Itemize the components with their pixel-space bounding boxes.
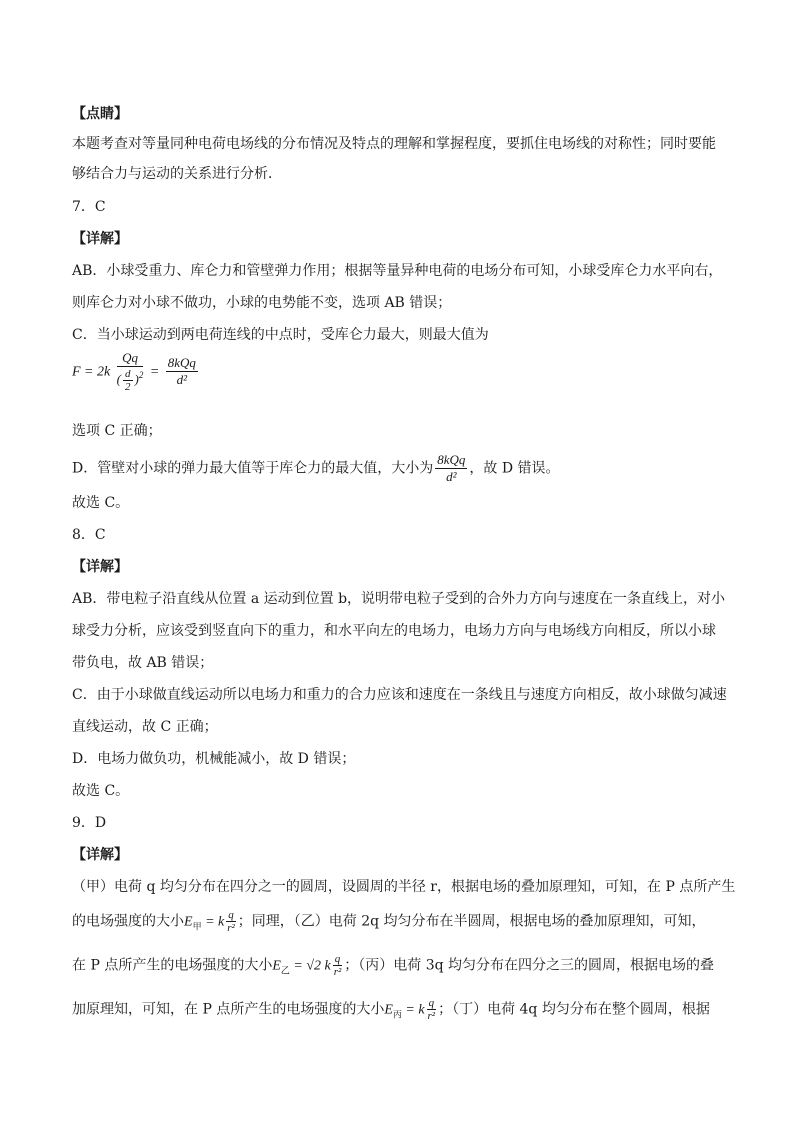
q9-line-2-pre: 的电场强度的大小 — [72, 913, 184, 930]
fraction-2-numerator: 8kQq — [167, 354, 196, 370]
q8-heading: 【详解】 — [72, 559, 128, 575]
q7-conclusion: 故选 C。 — [72, 495, 130, 511]
q9-line-3 — [72, 953, 714, 981]
formula-fraction-2 — [166, 355, 198, 388]
fraction-2-denominator: d² — [176, 371, 187, 387]
q9-line-2 — [72, 909, 706, 937]
q9-line-4-pre: 加原理知，可知，在 P 点所产生的电场强度的大小 — [72, 1001, 385, 1018]
q7-ab-line-1: AB．小球受重力、库仑力和管壁弹力作用；根据等量异种电荷的电场分布可知，小球受库仑力水平向右， — [72, 263, 723, 279]
e-yi-fraction — [333, 953, 343, 978]
q9-line-4 — [72, 997, 710, 1025]
dianjing-paragraph-line-1: 本题考查对等量同种电荷电场线的分布情况及特点的理解和掌握程度，要抓住电场线的对称性；同时要能 — [72, 136, 716, 152]
q9-line-2-post: ；同理，（乙）电荷 2q 均匀分布在半圆周，根据电场的叠加原理知，可知， — [237, 913, 706, 930]
q9-line-3-pre: 在 P 点所产生的电场强度的大小 — [72, 957, 273, 974]
e-bing-symbol: E — [384, 1002, 393, 1018]
e-bing-subscript: 丙 — [392, 1010, 402, 1021]
formula-fraction-1 — [117, 350, 144, 393]
q8-c-line-1: C．由于小球做直线运动所以电场力和重力的合力应该和速度在一条线且与速度方向相反，故小球做匀减速 — [72, 687, 727, 703]
q7-d-denominator: d² — [446, 469, 457, 484]
q7-heading: 【详解】 — [72, 231, 128, 247]
q7-d-numerator: 8kQq — [437, 452, 466, 467]
e-yi-denominator: r² — [333, 966, 342, 978]
q9-line-3-post: ；（丙）电荷 3q 均匀分布在四分之三的圆周，根据电场的叠 — [344, 957, 715, 974]
half-d-denominator: 2 — [125, 380, 131, 393]
q9-answer: 9．D — [72, 815, 107, 831]
q8-ab-line-3: 带负电，故 AB 错误； — [72, 655, 214, 671]
q7-d-fraction — [435, 452, 467, 485]
q7-d-text-pre: D．管壁对小球的弹力最大值等于库仑力的最大值，大小为 — [72, 460, 434, 477]
dianjing-paragraph-line-2: 够结合力与运动的关系进行分析． — [72, 166, 282, 182]
e-bing-fraction — [427, 997, 437, 1022]
q7-d-line — [72, 452, 560, 485]
q9-line-1: （甲）电荷 q 均匀分布在四分之一的圆周，设圆周的半径 r，根据电场的叠加原理知，可知，在 P 点所产生 — [72, 879, 736, 895]
e-yi-numerator: q — [334, 953, 341, 965]
e-jia-eq: = k — [201, 914, 225, 930]
e-bing-numerator: q — [428, 997, 435, 1009]
q9-line-4-post: ；（丁）电荷 4q 均匀分布在整个圆周，根据 — [438, 1001, 710, 1018]
e-bing-denominator: r² — [427, 1010, 436, 1022]
q8-ab-line-1: AB．带电粒子沿直线从位置 a 运动到位置 b，说明带电粒子受到的合外力方向与速度在一条直线上，对小 — [72, 591, 726, 607]
q8-conclusion: 故选 C。 — [72, 783, 130, 799]
e-jia-symbol: E — [184, 914, 193, 930]
e-jia-fraction — [226, 909, 236, 934]
e-yi-subscript: 乙 — [280, 966, 290, 977]
q7-c-line-2: 选项 C 正确； — [72, 423, 162, 439]
q8-c-line-2: 直线运动，故 C 正确； — [72, 719, 218, 735]
e-jia-subscript: 甲 — [192, 922, 202, 933]
q7-c-line-1: C．当小球运动到两电荷连线的中点时，受库仑力最大，则最大值为 — [72, 327, 489, 343]
fraction-1-numerator: Qq — [117, 350, 144, 367]
e-bing-eq: = k — [401, 1002, 425, 1018]
q7-d-text-post: ，故 D 错误。 — [469, 460, 560, 477]
q7-ab-line-2: 则库仑力对小球不做功，小球的电势能不变，选项 AB 错误； — [72, 295, 452, 311]
q8-ab-line-2: 球受力分析，应该受到竖直向下的重力，和水平向左的电场力，电场力方向与电场线方向相反，所以小球 — [72, 623, 716, 639]
q7-force-formula — [72, 350, 200, 393]
half-d-fraction — [123, 368, 133, 393]
e-jia-numerator: q — [228, 909, 234, 921]
formula-lhs: F = 2k — [72, 364, 111, 380]
e-jia-denominator: r² — [227, 922, 235, 934]
half-d-numerator: d — [125, 367, 131, 380]
q8-d-line: D．电场力做负功，机械能减小，故 D 错误； — [72, 751, 356, 767]
dianjing-heading: 【点睛】 — [72, 106, 128, 122]
e-yi-eq: = √2 k — [289, 958, 331, 974]
formula-equals: = — [149, 364, 160, 380]
fraction-1-denominator: ( $\frac{d}{2}$ )$^2$ — [116, 367, 144, 393]
q7-answer: 7．C — [72, 199, 106, 215]
e-yi-symbol: E — [272, 958, 281, 974]
q9-heading: 【详解】 — [72, 847, 128, 863]
q8-answer: 8．C — [72, 527, 106, 543]
